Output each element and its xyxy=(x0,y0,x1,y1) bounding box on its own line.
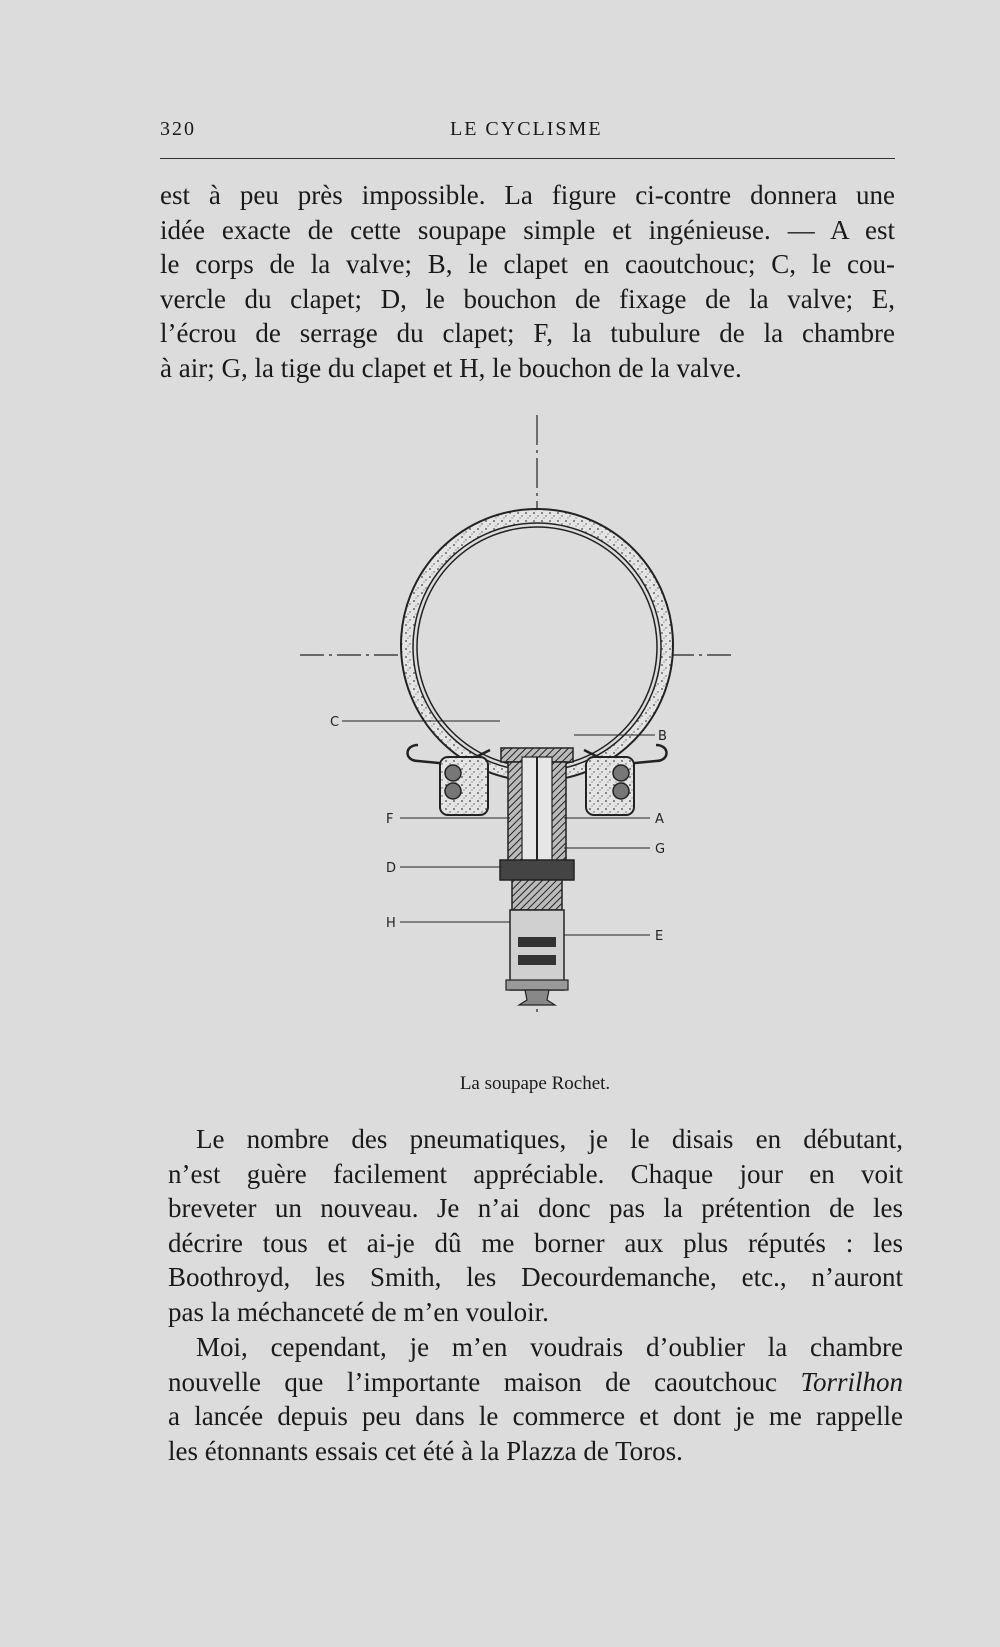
label-f: F xyxy=(386,812,394,827)
valve-assembly xyxy=(500,748,574,1005)
running-title: LE CYCLISME xyxy=(450,118,603,140)
text-line xyxy=(168,1365,903,1400)
paragraph-torrilhon xyxy=(168,1330,903,1468)
text-line: Boothroyd, les Smith, les Decourdemanche, etc., n’auront xyxy=(168,1262,903,1292)
label-b: B xyxy=(658,729,667,744)
text-line: l’écrou de serrage du clapet; F, la tubulure de la chambre xyxy=(160,318,895,348)
label-g: G xyxy=(655,842,666,857)
label-h: H xyxy=(386,916,396,931)
text-line: est à peu près impossible. La figure ci-contre donnera une xyxy=(160,180,895,210)
text-line: les étonnants essais cet été à la Plazza de Toros. xyxy=(168,1435,683,1466)
text-line: n’est guère facilement appréciable. Chaque jour en voit xyxy=(168,1158,903,1189)
page-header xyxy=(160,118,895,148)
label-a: A xyxy=(655,812,664,827)
valve-diagram xyxy=(300,415,750,1035)
label-e: E xyxy=(655,929,664,944)
text-line: vercle du clapet; D, le bouchon de fixage de la valve; E, xyxy=(160,283,895,314)
text-line: a lancée depuis peu dans le commerce et dont je me rappelle xyxy=(168,1401,903,1431)
text-line: le corps de la valve; B, le clapet en caoutchouc; C, le cou- xyxy=(160,249,895,279)
label-c: C xyxy=(330,715,340,730)
text-line: pas la méchanceté de m’en vouloir. xyxy=(168,1296,549,1327)
text-segment: nouvelle que l’importante maison de caoutchouc xyxy=(168,1366,801,1397)
header-rule xyxy=(160,158,895,159)
figure-caption: La soupape Rochet. xyxy=(459,1073,611,1094)
text-line: à air; G, la tige du clapet et H, le bouchon de la valve. xyxy=(160,352,742,383)
text-line: breveter un nouveau. Je n’ai donc pas la prétention de les xyxy=(168,1193,903,1223)
text-line: décrire tous et ai-je dû me borner aux plus réputés : les xyxy=(168,1227,903,1258)
page-number: 320 xyxy=(160,118,196,140)
paragraph-valve-description xyxy=(160,178,895,385)
text-line: Le nombre des pneumatiques, je le disais en débutant, xyxy=(196,1124,903,1154)
text-line: Moi, cependant, je m’en voudrais d’oublier la chambre xyxy=(196,1332,903,1362)
label-d: D xyxy=(386,861,397,876)
text-line: idée exacte de cette soupape simple et ingénieuse. — A est xyxy=(160,214,895,245)
paragraph-pneumatics xyxy=(168,1122,903,1329)
brand-name-italic: Torrilhon xyxy=(800,1366,903,1397)
